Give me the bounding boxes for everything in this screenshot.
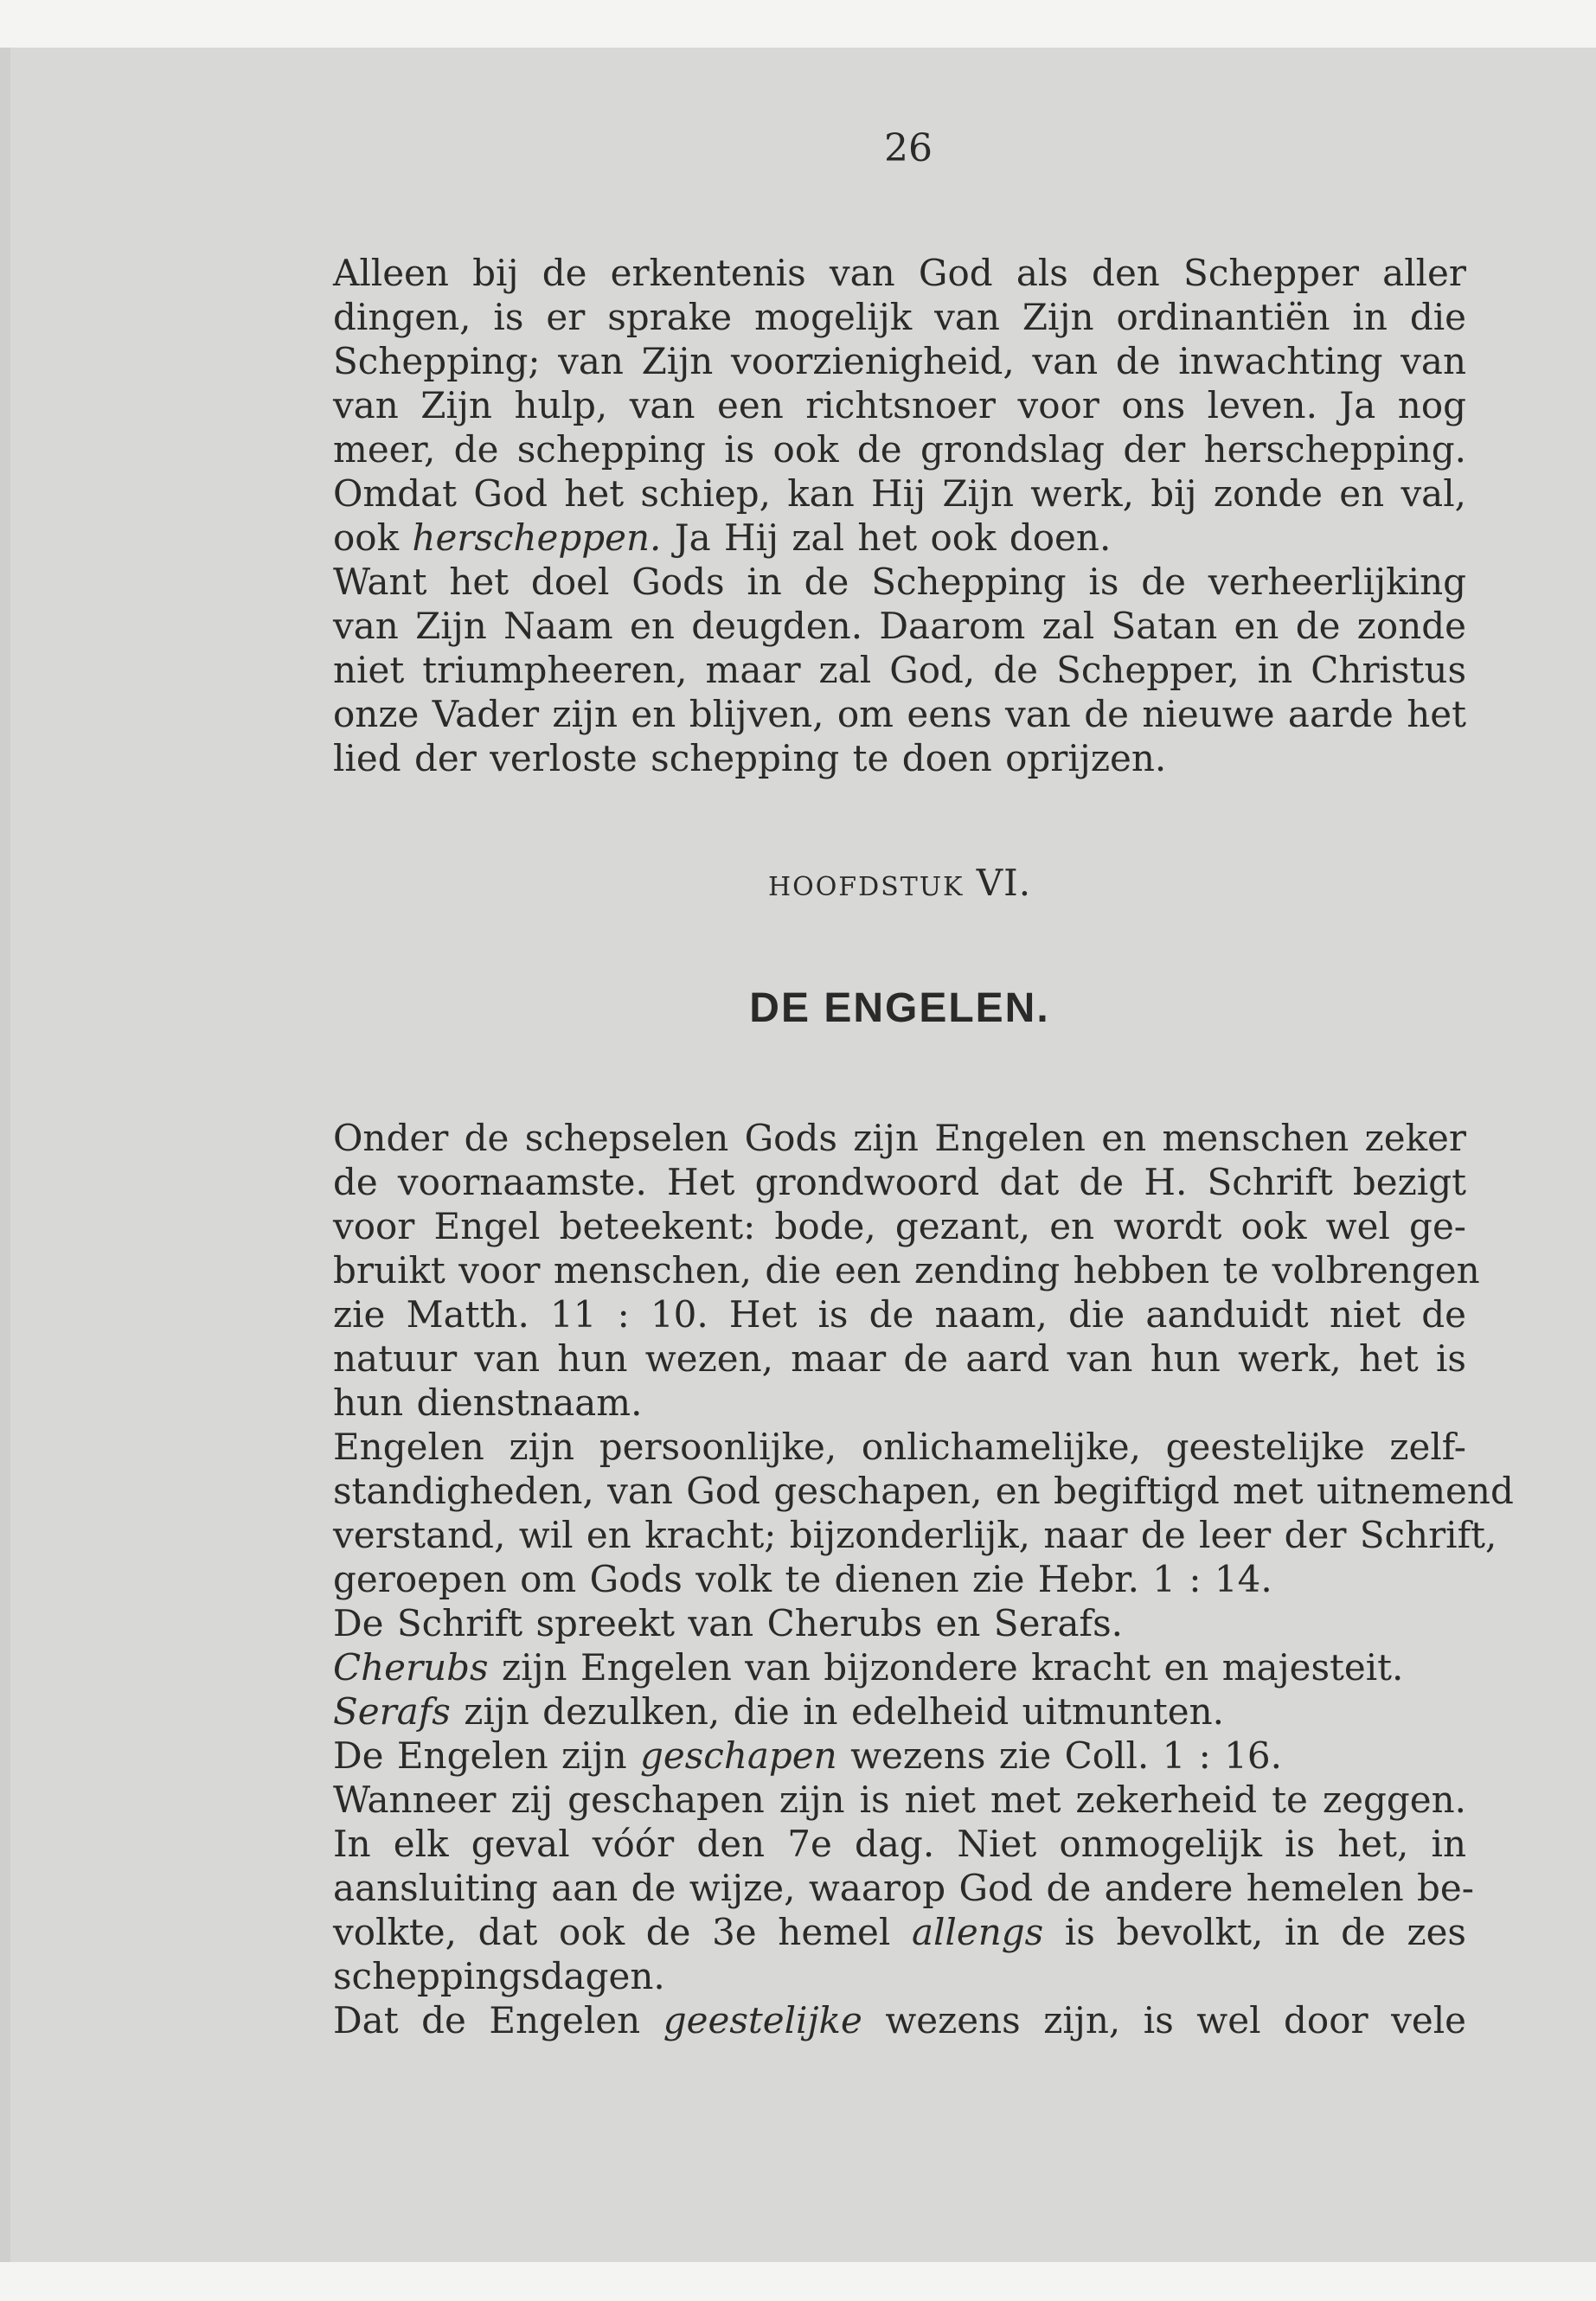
text-line: Alleen bij de erkentenis van God als den Schepper aller <box>333 252 1466 294</box>
text-run: Ja Hij zal het ook doen. <box>674 516 1112 559</box>
text-line: Want het doel Gods in de Schepping is de verheerlijking <box>333 561 1466 603</box>
text-run: zijn dezulken, die in edelheid uitmunten. <box>464 1690 1224 1733</box>
paragraph-purpose <box>333 560 1466 780</box>
text-block-intro <box>333 251 1466 780</box>
text-line <box>333 1734 1466 1778</box>
chapter-label <box>333 862 1466 904</box>
text-run: De Engelen zijn <box>333 1734 627 1777</box>
paragraph-created <box>333 1734 1466 1778</box>
paragraph-serafs <box>333 1689 1466 1734</box>
page-number: 26 <box>884 126 933 170</box>
text-line: meer, de schepping is ook de grondslag der herschepping. <box>333 428 1466 471</box>
text-line: Omdat God het schiep, kan Hij Zijn werk, bij zonde en val, <box>333 472 1466 515</box>
text-line: De Schrift spreekt van Cherubs en Serafs. <box>333 1602 1123 1644</box>
paragraph-definition <box>333 1116 1480 1425</box>
text-line: voor Engel beteekent: bode, gezant, en wordt ook wel ge- <box>333 1205 1466 1247</box>
text-line: niet triumpheeren, maar zal God, de Schepper, in Christus <box>333 649 1466 691</box>
paragraph-spiritual <box>333 1998 1466 2042</box>
text-line: In elk geval vóór den 7e dag. Niet onmogelijk is het, in <box>333 1823 1466 1865</box>
text-line: Wanneer zij geschapen zijn is niet met zekerheid te zeggen. <box>333 1779 1466 1821</box>
text-line: dingen, is er sprake mogelijk van Zijn ordinantiën in die <box>333 296 1466 338</box>
text-line: aansluiting aan de wijze, waarop God de andere hemelen be- <box>333 1867 1474 1909</box>
text-line <box>333 1910 1466 1954</box>
text-line: natuur van hun wezen, maar de aard van hun werk, het is <box>333 1337 1466 1380</box>
text-run: volkte, dat ook de 3e hemel <box>333 1911 891 1953</box>
italic-term: geestelijke <box>663 1999 862 2041</box>
text-line: onze Vader zijn en blijven, om eens van de nieuwe aarde het <box>333 693 1466 735</box>
text-line: standigheden, van God geschapen, en begiftigd met uitnemend <box>333 1470 1514 1512</box>
text-line: Onder de schepselen Gods zijn Engelen en menschen zeker <box>333 1117 1466 1159</box>
text-line: geroepen om Gods volk te dienen zie Hebr. 1 : 14. <box>333 1558 1272 1600</box>
text-line <box>333 516 1466 560</box>
paragraph-cherubs <box>333 1645 1466 1689</box>
chapter-label-prefix-text: HOOFDSTUK <box>767 872 965 902</box>
text-line <box>333 1998 1466 2042</box>
page-edge <box>0 48 10 2262</box>
italic-term: allengs <box>911 1911 1044 1953</box>
text-run: zijn Engelen van bijzondere kracht en majesteit. <box>501 1646 1404 1689</box>
text-line: hun dienstnaam. <box>333 1381 643 1424</box>
text-line: lied der verloste schepping te doen oprijzen. <box>333 737 1167 779</box>
text-line: bruikt voor menschen, die een zending hebben te volbrengen <box>333 1249 1480 1292</box>
text-line <box>333 1689 1466 1734</box>
text-line <box>333 1645 1466 1689</box>
text-run: wezens zijn, is wel door vele <box>885 1999 1466 2041</box>
chapter-label-number: VI. <box>976 862 1032 904</box>
text-run: is bevolkt, in de zes <box>1064 1911 1466 1953</box>
chapter-title: DE ENGELEN. <box>749 985 1050 1031</box>
text-line: Engelen zijn persoonlijke, onlichamelijke, geestelijke zelf- <box>333 1426 1466 1468</box>
text-line: scheppingsdagen. <box>333 1955 665 1997</box>
italic-term: Serafs <box>333 1690 451 1733</box>
paragraph-cherubs-serafs <box>333 1601 1466 1645</box>
italic-term: herscheppen. <box>412 516 662 559</box>
text-run: wezens zie Coll. 1 : 16. <box>850 1734 1282 1777</box>
text-run: ook <box>333 516 400 559</box>
paragraph-creation <box>333 251 1466 560</box>
italic-term: Cherubs <box>333 1646 489 1689</box>
text-line: Schepping; van Zijn voorzienigheid, van de inwachting van <box>333 340 1466 382</box>
text-run: Dat de Engelen <box>333 1999 641 2041</box>
chapter-label-prefix <box>768 872 964 902</box>
text-line: van Zijn hulp, van een richtsnoer voor ons leven. Ja nog <box>333 384 1466 426</box>
text-line: verstand, wil en kracht; bijzonderlijk, naar de leer der Schrift, <box>333 1514 1497 1556</box>
italic-term: geschapen <box>640 1734 837 1777</box>
text-line: de voornaamste. Het grondwoord dat de H. Schrift bezigt <box>333 1161 1466 1203</box>
text-line: zie Matth. 11 : 10. Het is de naam, die aanduidt niet de <box>333 1293 1466 1336</box>
text-block-angels <box>333 1116 1514 2042</box>
paragraph-nature <box>333 1425 1514 1601</box>
paragraph-when-created <box>333 1778 1474 1998</box>
text-line: van Zijn Naam en deugden. Daarom zal Satan en de zonde <box>333 605 1466 647</box>
